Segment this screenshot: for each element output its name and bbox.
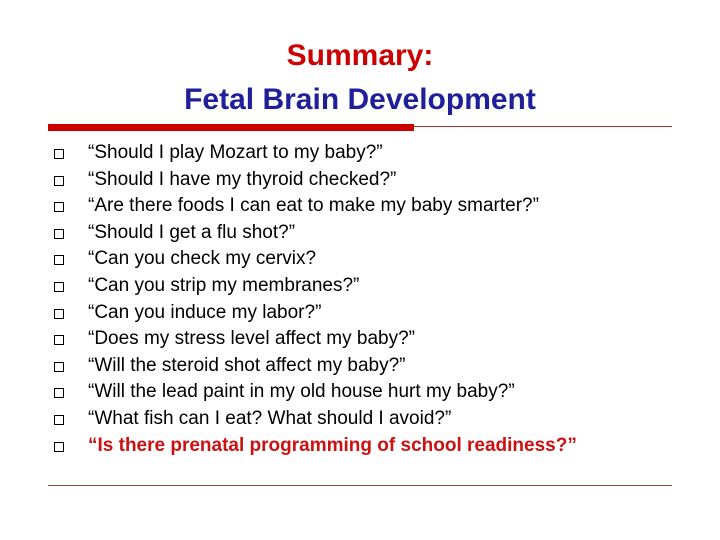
list-item <box>0 379 720 406</box>
footer-divider <box>48 485 672 486</box>
hollow-square-bullet-icon <box>54 309 64 319</box>
list-item-text: “Should I have my thyroid checked?” <box>88 168 397 190</box>
list-item <box>0 273 720 300</box>
hollow-square-bullet-icon <box>54 442 64 452</box>
list-item-text: “Will the steroid shot affect my baby?” <box>88 354 406 376</box>
list-item-text: “Does my stress level affect my baby?” <box>88 328 415 350</box>
list-item-text: “Can you induce my labor?” <box>88 301 322 323</box>
list-item-text: “Is there prenatal programming of school readiness?” <box>88 434 577 456</box>
list-item-text: “Are there foods I can eat to make my baby smarter?” <box>88 195 539 217</box>
list-item-text: “Can you check my cervix? <box>88 248 317 270</box>
list-item <box>0 193 720 220</box>
hollow-square-bullet-icon <box>54 229 64 239</box>
list-item-text: “Should I play Mozart to my baby?” <box>88 142 383 163</box>
list-item-text: “Will the lead paint in my old house hurt my baby?” <box>88 381 515 403</box>
hollow-square-bullet-icon <box>54 255 64 265</box>
hollow-square-bullet-icon <box>54 415 64 425</box>
hollow-square-bullet-icon <box>54 388 64 398</box>
list-item <box>0 140 720 167</box>
bullet-list <box>0 140 720 459</box>
list-item <box>0 433 720 460</box>
hollow-square-bullet-icon <box>54 362 64 372</box>
list-item <box>0 246 720 273</box>
list-item <box>0 326 720 353</box>
title-line-topic: Fetal Brain Development <box>184 83 536 116</box>
list-item-text: “Can you strip my membranes?” <box>88 274 360 296</box>
list-item <box>0 300 720 327</box>
slide-title <box>0 34 720 122</box>
list-item <box>0 220 720 247</box>
list-item-text: “Should I get a flu shot?” <box>88 221 296 243</box>
title-underline-thin <box>414 126 672 127</box>
list-item-text: “What fish can I eat? What should I avoid?” <box>88 407 452 429</box>
list-item <box>0 353 720 380</box>
list-item <box>0 167 720 194</box>
hollow-square-bullet-icon <box>54 282 64 292</box>
hollow-square-bullet-icon <box>54 149 64 159</box>
hollow-square-bullet-icon <box>54 176 64 186</box>
hollow-square-bullet-icon <box>54 202 64 212</box>
list-item <box>0 406 720 433</box>
hollow-square-bullet-icon <box>54 335 64 345</box>
title-underline-accent <box>48 124 414 131</box>
title-line-summary: Summary: <box>286 39 434 72</box>
